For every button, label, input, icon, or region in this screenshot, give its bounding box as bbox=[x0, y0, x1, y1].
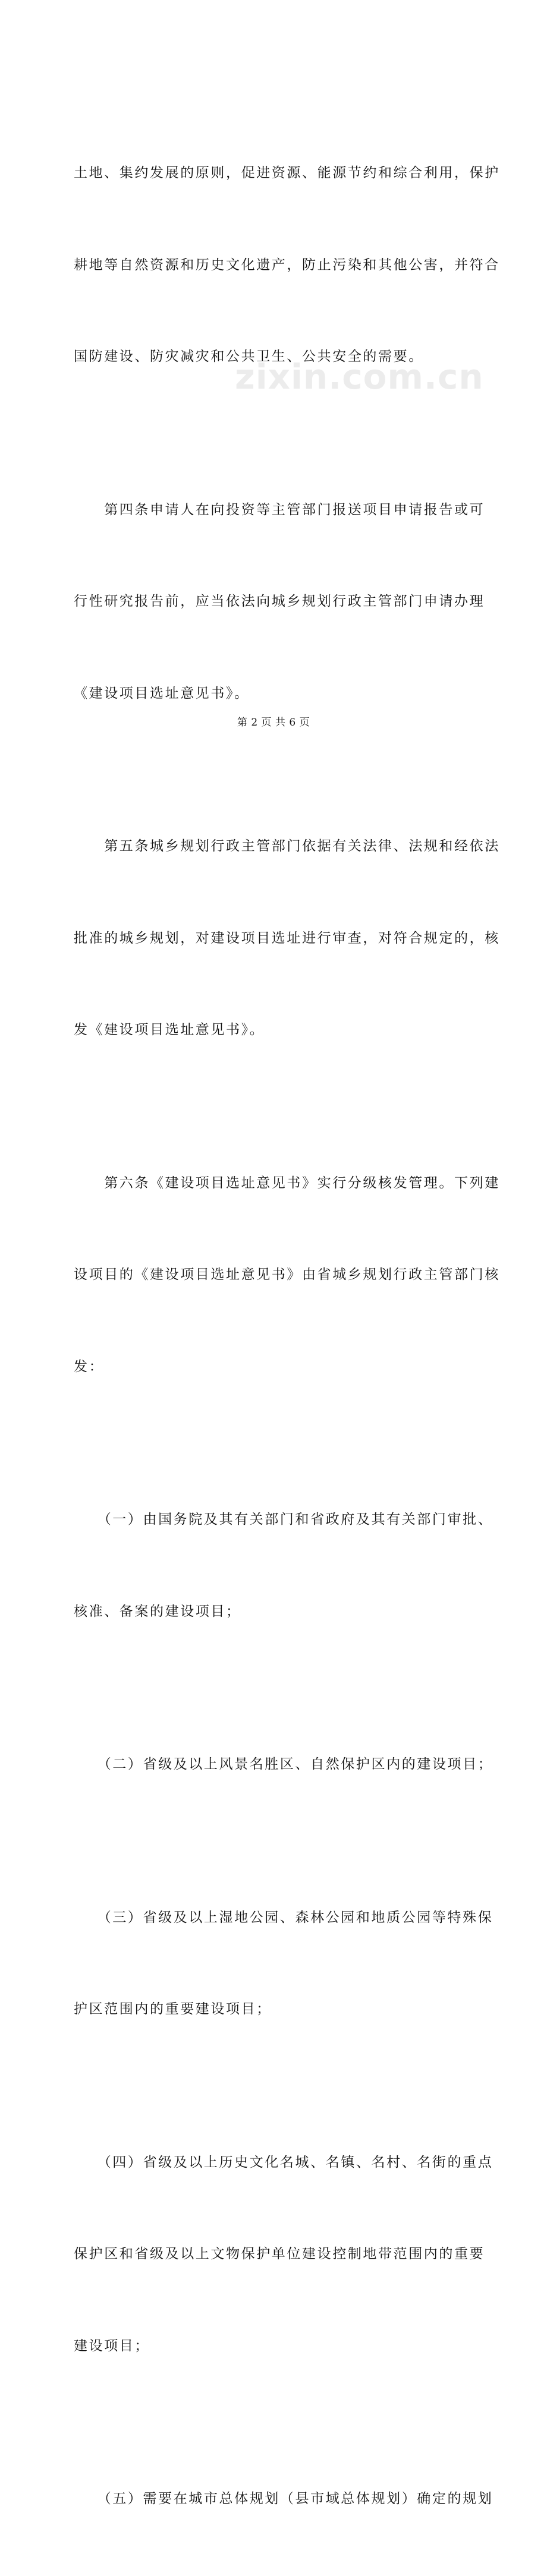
text-line: 核准、备案的建设项目； bbox=[74, 1603, 241, 1619]
text-line: （三）省级及以上湿地公园、森林公园和地质公园等特殊保 bbox=[74, 1909, 493, 1925]
text-line: 行性研究报告前，应当依法向城乡规划行政主管部门申请办理 bbox=[74, 594, 485, 609]
text-line: （四）省级及以上历史文化名城、名镇、名村、名街的重点 bbox=[74, 2154, 493, 2170]
page-number: 第 2 页 共 6 页 bbox=[237, 717, 310, 729]
text-line: 第五条城乡规划行政主管部门依据有关法律、法规和经依法 bbox=[74, 838, 500, 854]
paragraph-continuation bbox=[74, 97, 500, 434]
list-item-3 bbox=[74, 1842, 493, 2086]
paragraph-article-6 bbox=[74, 1107, 500, 1444]
watermark: zixin.com.cn bbox=[235, 357, 484, 397]
text-line: 土地、集约发展的原则，促进资源、能源节约和综合利用，保护 bbox=[74, 165, 500, 181]
text-line: 批准的城乡规划，对建设项目选址进行审查，对符合规定的，核 bbox=[74, 930, 500, 946]
text-line: 耕地等自然资源和历史文化遗产，防止污染和其他公害，并符合 bbox=[74, 257, 500, 273]
text-line: 《建设项目选址意见书》。 bbox=[74, 685, 250, 701]
text-line: 建设项目； bbox=[74, 2338, 150, 2354]
text-line: （五）需要在城市总体规划（县市域总体规划）确定的规划 bbox=[74, 2491, 493, 2506]
list-item-4 bbox=[74, 2086, 493, 2423]
text-line: （一）由国务院及其有关部门和省政府及其有关部门审批、 bbox=[74, 1512, 493, 1527]
text-line: 设项目的《建设项目选址意见书》由省城乡规划行政主管部门核 bbox=[74, 1267, 500, 1282]
text-line: 国防建设、防灾减灾和公共卫生、公共安全的需要。 bbox=[74, 349, 424, 364]
paragraph-article-5 bbox=[74, 770, 500, 1107]
text-line: 第六条《建设项目选址意见书》实行分级核发管理。下列建 bbox=[74, 1175, 500, 1191]
list-item-1 bbox=[74, 1443, 493, 1688]
text-line: 第四条申请人在向投资等主管部门报送项目申请报告或可 bbox=[74, 502, 485, 518]
text-line: （二）省级及以上风景名胜区、自然保护区内的建设项目； bbox=[74, 1757, 493, 1772]
document-body bbox=[74, 97, 500, 2576]
list-item-5 bbox=[74, 2423, 493, 2576]
text-line: 护区范围内的重要建设项目； bbox=[74, 2001, 272, 2017]
list-item-2 bbox=[74, 1688, 493, 1842]
text-line: 发《建设项目选址意见书》。 bbox=[74, 1022, 265, 1038]
text-line: 保护区和省级及以上文物保护单位建设控制地带范围内的重要 bbox=[74, 2246, 485, 2262]
text-line: 发： bbox=[74, 1358, 105, 1374]
